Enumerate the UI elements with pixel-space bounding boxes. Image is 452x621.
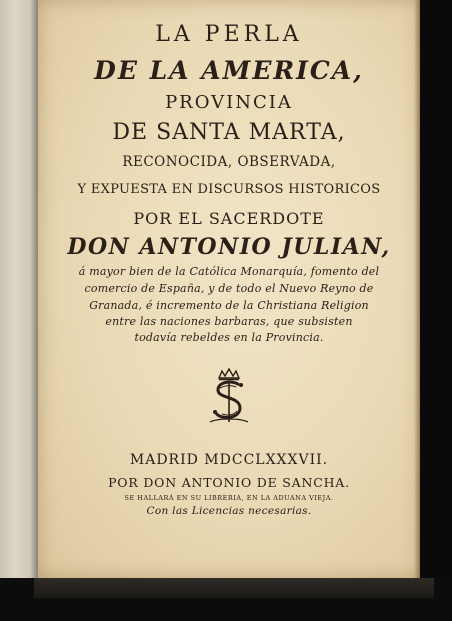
dedication-line: todavía rebeldes en la Provincia. [134, 331, 324, 344]
printer-monogram-icon [206, 368, 252, 426]
title-page [38, 0, 420, 578]
licence-line: Con las Licencias necesarias. [146, 505, 312, 517]
title-line-1: LA PERLA [155, 22, 303, 47]
dedication-line: Granada, é incremento de la Christiana Religion [89, 299, 369, 312]
printer-line: POR DON ANTONIO DE SANCHA. [108, 475, 350, 490]
imprint-line: MADRID MDCCLXXXVII. [129, 452, 329, 468]
dedication-line: entre las naciones barbaras, que subsisten [105, 315, 353, 328]
title-line-2: DE LA AMERICA, [94, 56, 364, 85]
title-line-3: PROVINCIA [165, 92, 293, 113]
title-line-5: RECONOCIDA, OBSERVADA, [122, 154, 336, 170]
author-intro: POR EL SACERDOTE [133, 209, 325, 228]
seller-line: SE HALLARÁ EN SU LIBRERIA, EN LA ADUANA VIEJA. [124, 494, 334, 502]
book-bottom-edge [34, 578, 434, 598]
title-line-6: Y EXPUESTA EN DISCURSOS HISTORICOS [77, 182, 381, 197]
scan-frame-right [420, 0, 452, 621]
author-name: DON ANTONIO JULIAN, [67, 234, 391, 260]
title-line-4: DE SANTA MARTA, [112, 120, 346, 145]
dedication-line: á mayor bien de la Católica Monarquía, fomento del [78, 265, 380, 278]
dedication-line: comercio de España, y de todo el Nuevo Reyno de [84, 282, 374, 295]
